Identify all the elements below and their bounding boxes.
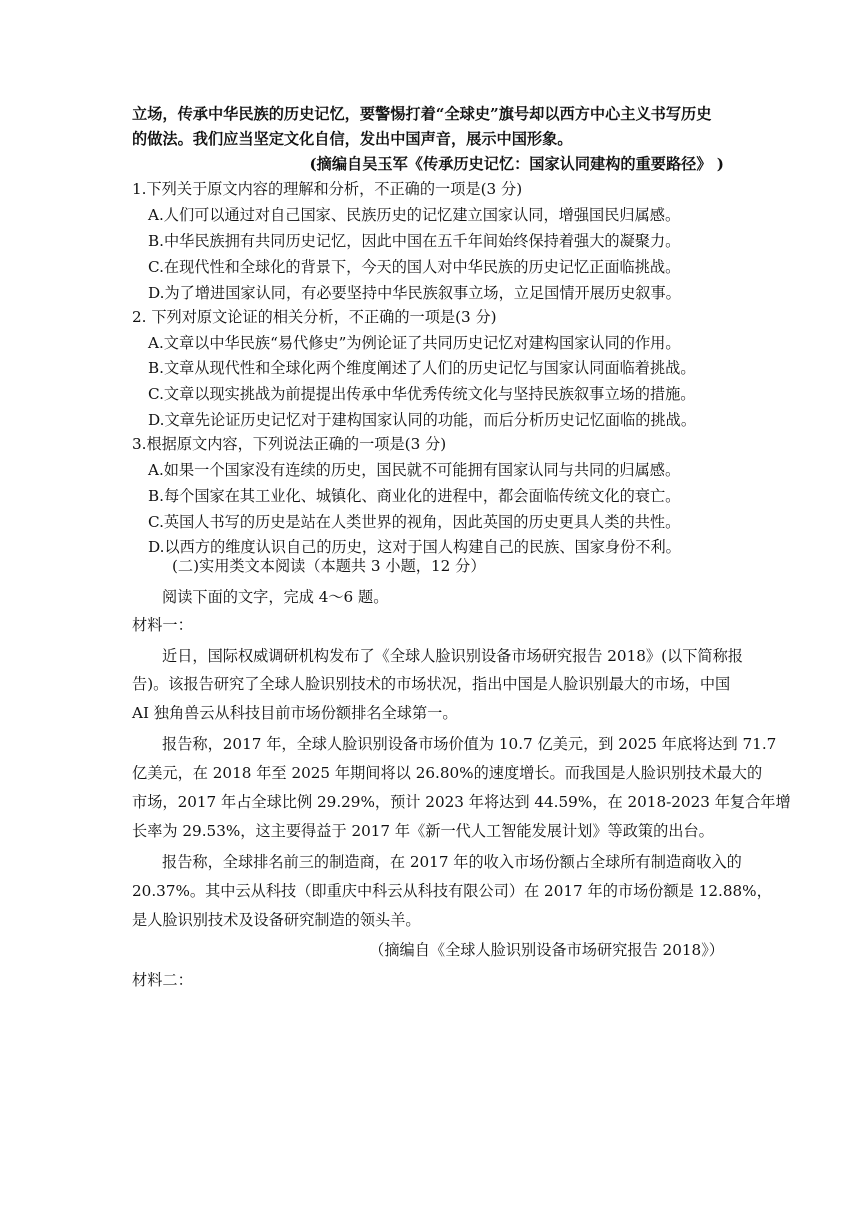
material-1-p2-line-4: 长率为 29.53%，这主要得益于 2017 年《新一代人工智能发展计划》等政策的出台。	[132, 822, 714, 840]
material-1-p3-line-3: 是人脸识别技术及设备研究制造的领头羊。	[132, 911, 421, 929]
intro-line-2: 的做法。我们应当坚定文化自信，发出中国声音，展示中国形象。	[132, 130, 573, 148]
material-1-p2-line-1: 报告称，2017 年，全球人脸识别设备市场价值为 10.7 亿美元，到 2025 年底将达到 71.7	[162, 735, 777, 753]
material-1-p2-line-2: 亿美元，在 2018 年至 2025 年期间将以 26.80%的速度增长。而我国是人脸识别技术最大的	[132, 764, 763, 782]
material-1-p3-line-1: 报告称，全球排名前三的制造商，在 2017 年的收入市场份额占全球所有制造商收入的	[162, 853, 742, 871]
question-1-option-b: B.中华民族拥有共同历史记忆，因此中国在五千年间始终保持着强大的凝聚力。	[148, 232, 681, 250]
question-1-stem: 1.下列关于原文内容的理解和分析，不正确的一项是(3 分)	[132, 180, 523, 198]
question-1-option-d: D.为了增进国家认同，有必要坚持中华民族叙事立场，立足国情开展历史叙事。	[148, 284, 681, 302]
question-3-stem: 3.根据原文内容，下列说法正确的一项是(3 分)	[132, 435, 447, 453]
material-1-p1-line-1: 近日，国际权威调研机构发布了《全球人脸识别设备市场研究报告 2018》(以下简称报	[162, 647, 743, 665]
intro-line-1: 立场，传承中华民族的历史记忆，要警惕打着“全球史”旗号却以西方中心主义书写历史	[132, 105, 712, 123]
material-1-p2-line-3: 市场，2017 年占全球比例 29.29%，预计 2023 年将达到 44.59%，在 2018-2023 年复合年增	[132, 793, 791, 811]
question-1-option-a: A.人们可以通过对自己国家、民族历史的记忆建立国家认同，增强国民归属感。	[148, 206, 681, 224]
intro-source: (摘编自吴玉军《传承历史记忆：国家认同建构的重要路径》 )	[309, 155, 724, 173]
question-3-option-b: B.每个国家在其工业化、城镇化、商业化的进程中，都会面临传统文化的衰亡。	[148, 487, 681, 505]
material-1-p1-line-3: AI 独角兽云从科技目前市场份额排名全球第一。	[132, 704, 458, 722]
question-2-option-a: A.文章以中华民族“易代修史”为例论证了共同历史记忆对建构国家认同的作用。	[148, 334, 681, 352]
material-1-source: （摘编自《全球人脸识别设备市场研究报告 2018》）	[369, 941, 724, 959]
material-1-p1-line-2: 告)。该报告研究了全球人脸识别技术的市场状况，指出中国是人脸识别最大的市场，中国	[132, 675, 731, 693]
material-1-label: 材料一：	[132, 616, 193, 634]
question-2-option-d: D.文章先论证历史记忆对于建构国家认同的功能，而后分析历史记忆面临的挑战。	[148, 411, 697, 429]
question-3-option-d: D.以西方的维度认识自己的历史，这对于国人构建自己的民族、国家身份不利。	[148, 538, 681, 556]
question-1-option-c: C.在现代性和全球化的背景下，今天的国人对中华民族的历史记忆正面临挑战。	[148, 258, 681, 276]
question-3-option-a: A.如果一个国家没有连续的历史，国民就不可能拥有国家认同与共同的归属感。	[148, 461, 681, 479]
reading-instruction: 阅读下面的文字，完成 4～6 题。	[162, 588, 389, 606]
question-2-stem: 2. 下列对原文论证的相关分析，不正确的一项是(3 分)	[132, 308, 497, 326]
question-2-option-b: B.文章从现代性和全球化两个维度阐述了人们的历史记忆与国家认同面临着挑战。	[148, 359, 696, 377]
material-2-label: 材料二：	[132, 971, 193, 989]
question-2-option-c: C.文章以现实挑战为前提提出传承中华优秀传统文化与坚持民族叙事立场的措施。	[148, 385, 696, 403]
section-heading: (二)实用类文本阅读（本题共 3 小题，12 分）	[172, 557, 486, 575]
question-3-option-c: C.英国人书写的历史是站在人类世界的视角，因此英国的历史更具人类的共性。	[148, 513, 681, 531]
material-1-p3-line-2: 20.37%。其中云从科技（即重庆中科云从科技有限公司）在 2017 年的市场份额是 12.88%，	[132, 882, 772, 900]
